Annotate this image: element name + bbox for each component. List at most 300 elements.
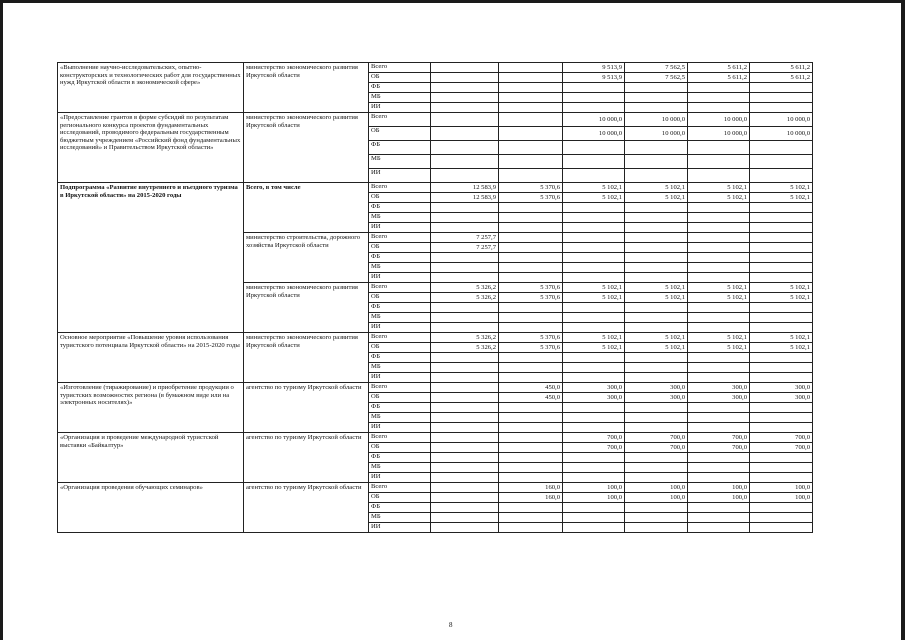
amount-cell xyxy=(563,373,625,383)
amount-cell xyxy=(499,113,563,127)
amount-cell xyxy=(431,413,499,423)
executor-cell: агентство по туризму Иркутской области xyxy=(244,383,369,433)
amount-cell: 5 370,6 xyxy=(499,193,563,203)
funding-source-cell: ФБ xyxy=(369,403,431,413)
amount-cell xyxy=(499,413,563,423)
funding-source-cell: Всего xyxy=(369,233,431,243)
amount-cell xyxy=(688,83,750,93)
amount-cell xyxy=(431,513,499,523)
amount-cell xyxy=(499,423,563,433)
amount-cell xyxy=(688,403,750,413)
amount-cell xyxy=(431,169,499,183)
amount-cell xyxy=(688,353,750,363)
amount-cell: 450,0 xyxy=(499,383,563,393)
amount-cell xyxy=(688,141,750,155)
amount-cell xyxy=(750,103,813,113)
amount-cell xyxy=(750,155,813,169)
amount-cell xyxy=(563,273,625,283)
amount-cell xyxy=(499,373,563,383)
amount-cell xyxy=(625,363,688,373)
amount-cell: 10 000,0 xyxy=(750,127,813,141)
amount-cell: 5 102,1 xyxy=(563,283,625,293)
funding-source-cell: ОБ xyxy=(369,243,431,253)
amount-cell: 300,0 xyxy=(750,393,813,403)
funding-source-cell: ОБ xyxy=(369,493,431,503)
amount-cell xyxy=(625,273,688,283)
amount-cell xyxy=(563,363,625,373)
amount-cell xyxy=(499,127,563,141)
funding-source-cell: МБ xyxy=(369,513,431,523)
amount-cell xyxy=(750,243,813,253)
amount-cell xyxy=(431,423,499,433)
amount-cell xyxy=(431,113,499,127)
amount-cell xyxy=(431,83,499,93)
funding-source-cell: ИИ xyxy=(369,423,431,433)
amount-cell xyxy=(563,243,625,253)
amount-cell xyxy=(563,503,625,513)
amount-cell xyxy=(625,473,688,483)
funding-source-cell: ОБ xyxy=(369,293,431,303)
funding-source-cell: МБ xyxy=(369,413,431,423)
amount-cell xyxy=(750,223,813,233)
amount-cell: 10 000,0 xyxy=(688,113,750,127)
funding-source-cell: ФБ xyxy=(369,303,431,313)
executor-cell: министерство экономического развития Иркутской области xyxy=(244,113,369,183)
amount-cell: 700,0 xyxy=(563,443,625,453)
amount-cell: 5 102,1 xyxy=(688,293,750,303)
amount-cell: 300,0 xyxy=(563,383,625,393)
amount-cell xyxy=(625,413,688,423)
amount-cell: 5 370,6 xyxy=(499,183,563,193)
amount-cell xyxy=(688,313,750,323)
amount-cell: 160,0 xyxy=(499,493,563,503)
funding-source-cell: Всего xyxy=(369,483,431,493)
amount-cell: 5 370,6 xyxy=(499,343,563,353)
funding-source-cell: МБ xyxy=(369,263,431,273)
amount-cell: 7 257,7 xyxy=(431,233,499,243)
amount-cell: 5 611,2 xyxy=(688,63,750,73)
amount-cell xyxy=(499,63,563,73)
amount-cell: 5 611,2 xyxy=(750,63,813,73)
measure-name-cell: «Предоставление грантов в форме субсидий по результатам регионального конкурса проектов фундаментальных исследований, проводимого федеральным государственным бюджетным учреждением «Российский фонд фундаментальных исследований» и Правительством Иркутской области» xyxy=(58,113,244,183)
amount-cell xyxy=(563,93,625,103)
funding-source-cell: ОБ xyxy=(369,393,431,403)
amount-cell: 9 513,9 xyxy=(563,63,625,73)
amount-cell: 5 611,2 xyxy=(750,73,813,83)
amount-cell xyxy=(431,73,499,83)
amount-cell xyxy=(688,453,750,463)
amount-cell xyxy=(625,373,688,383)
amount-cell xyxy=(499,141,563,155)
amount-cell xyxy=(431,323,499,333)
amount-cell xyxy=(625,503,688,513)
amount-cell xyxy=(431,213,499,223)
amount-cell xyxy=(431,473,499,483)
amount-cell xyxy=(625,263,688,273)
scan-edge-top xyxy=(0,0,905,3)
amount-cell: 7 257,7 xyxy=(431,243,499,253)
amount-cell xyxy=(750,423,813,433)
amount-cell xyxy=(750,169,813,183)
measure-name-cell: «Организация и проведение международной туристской выставки «Байкалтур» xyxy=(58,433,244,483)
amount-cell: 5 102,1 xyxy=(563,193,625,203)
funding-source-cell: ФБ xyxy=(369,353,431,363)
amount-cell: 100,0 xyxy=(750,493,813,503)
amount-cell: 700,0 xyxy=(750,443,813,453)
amount-cell xyxy=(625,155,688,169)
amount-cell: 5 102,1 xyxy=(625,343,688,353)
amount-cell: 300,0 xyxy=(625,383,688,393)
funding-source-cell: ИИ xyxy=(369,323,431,333)
amount-cell xyxy=(688,203,750,213)
amount-cell: 5 102,1 xyxy=(563,333,625,343)
amount-cell xyxy=(499,83,563,93)
amount-cell xyxy=(688,413,750,423)
amount-cell xyxy=(625,323,688,333)
amount-cell xyxy=(431,443,499,453)
amount-cell xyxy=(750,523,813,533)
amount-cell: 100,0 xyxy=(688,493,750,503)
amount-cell xyxy=(563,423,625,433)
funding-source-cell: ИИ xyxy=(369,373,431,383)
executor-cell: министерство экономического развития Иркутской области xyxy=(244,283,369,333)
amount-cell xyxy=(625,93,688,103)
amount-cell xyxy=(750,373,813,383)
amount-cell: 300,0 xyxy=(563,393,625,403)
amount-cell xyxy=(499,253,563,263)
amount-cell xyxy=(750,503,813,513)
amount-cell: 5 102,1 xyxy=(625,193,688,203)
amount-cell xyxy=(563,453,625,463)
amount-cell: 5 102,1 xyxy=(688,183,750,193)
amount-cell xyxy=(431,503,499,513)
amount-cell xyxy=(563,155,625,169)
amount-cell xyxy=(750,141,813,155)
measure-name-cell: Подпрограмма «Развитие внутреннего и въездного туризма в Иркутской области» на 2015-2020 годы xyxy=(58,183,244,333)
amount-cell xyxy=(688,263,750,273)
amount-cell xyxy=(563,141,625,155)
amount-cell: 12 583,9 xyxy=(431,193,499,203)
amount-cell xyxy=(499,463,563,473)
amount-cell xyxy=(431,393,499,403)
amount-cell xyxy=(688,223,750,233)
scan-edge-left xyxy=(0,0,3,640)
table-row xyxy=(58,183,813,193)
amount-cell xyxy=(499,353,563,363)
funding-source-cell: Всего xyxy=(369,333,431,343)
funding-source-cell: ОБ xyxy=(369,343,431,353)
amount-cell: 160,0 xyxy=(499,483,563,493)
amount-cell: 100,0 xyxy=(750,483,813,493)
funding-source-cell: ОБ xyxy=(369,127,431,141)
amount-cell: 700,0 xyxy=(625,443,688,453)
amount-cell xyxy=(499,93,563,103)
amount-cell xyxy=(688,303,750,313)
funding-source-cell: ФБ xyxy=(369,141,431,155)
amount-cell xyxy=(431,493,499,503)
amount-cell xyxy=(750,263,813,273)
amount-cell xyxy=(625,83,688,93)
table-row xyxy=(58,63,813,73)
amount-cell xyxy=(563,313,625,323)
amount-cell: 5 102,1 xyxy=(625,333,688,343)
funding-source-cell: ОБ xyxy=(369,443,431,453)
amount-cell xyxy=(563,83,625,93)
amount-cell xyxy=(431,363,499,373)
amount-cell xyxy=(750,303,813,313)
amount-cell: 300,0 xyxy=(688,383,750,393)
amount-cell xyxy=(563,213,625,223)
amount-cell: 700,0 xyxy=(625,433,688,443)
amount-cell xyxy=(499,169,563,183)
amount-cell xyxy=(563,413,625,423)
amount-cell xyxy=(431,141,499,155)
funding-source-cell: Всего xyxy=(369,433,431,443)
amount-cell: 5 102,1 xyxy=(625,183,688,193)
amount-cell xyxy=(750,513,813,523)
amount-cell xyxy=(688,473,750,483)
amount-cell: 5 102,1 xyxy=(750,343,813,353)
amount-cell: 5 326,2 xyxy=(431,283,499,293)
amount-cell: 10 000,0 xyxy=(750,113,813,127)
amount-cell xyxy=(563,103,625,113)
program-funding-table xyxy=(57,62,813,533)
funding-source-cell: МБ xyxy=(369,213,431,223)
amount-cell: 700,0 xyxy=(688,433,750,443)
amount-cell xyxy=(431,253,499,263)
amount-cell: 100,0 xyxy=(625,493,688,503)
amount-cell: 700,0 xyxy=(563,433,625,443)
amount-cell: 5 370,6 xyxy=(499,293,563,303)
amount-cell: 5 102,1 xyxy=(750,283,813,293)
amount-cell xyxy=(625,423,688,433)
amount-cell xyxy=(625,243,688,253)
table-row xyxy=(58,333,813,343)
amount-cell xyxy=(625,203,688,213)
amount-cell xyxy=(563,223,625,233)
amount-cell: 5 370,6 xyxy=(499,333,563,343)
amount-cell xyxy=(431,303,499,313)
amount-cell xyxy=(625,303,688,313)
amount-cell: 5 102,1 xyxy=(688,343,750,353)
amount-cell: 300,0 xyxy=(625,393,688,403)
amount-cell xyxy=(499,433,563,443)
amount-cell: 5 102,1 xyxy=(750,333,813,343)
amount-cell xyxy=(750,213,813,223)
amount-cell xyxy=(431,403,499,413)
amount-cell xyxy=(688,103,750,113)
amount-cell: 5 326,2 xyxy=(431,343,499,353)
amount-cell: 5 102,1 xyxy=(563,183,625,193)
amount-cell xyxy=(431,155,499,169)
amount-cell xyxy=(431,373,499,383)
amount-cell: 5 102,1 xyxy=(625,283,688,293)
amount-cell xyxy=(563,523,625,533)
amount-cell: 100,0 xyxy=(625,483,688,493)
amount-cell xyxy=(499,513,563,523)
amount-cell xyxy=(499,473,563,483)
funding-source-cell: ФБ xyxy=(369,203,431,213)
amount-cell xyxy=(499,443,563,453)
amount-cell xyxy=(431,273,499,283)
funding-source-cell: Всего xyxy=(369,383,431,393)
measure-name-cell: «Изготовление (тиражирование) и приобретение продукции о туристских возможностях региона (в бумажном виде или на электронных носителях)» xyxy=(58,383,244,433)
amount-cell xyxy=(563,303,625,313)
funding-source-cell: Всего xyxy=(369,183,431,193)
funding-source-cell: ОБ xyxy=(369,73,431,83)
amount-cell xyxy=(688,243,750,253)
amount-cell xyxy=(431,433,499,443)
amount-cell xyxy=(750,233,813,243)
amount-cell xyxy=(431,483,499,493)
amount-cell: 10 000,0 xyxy=(563,113,625,127)
amount-cell: 5 102,1 xyxy=(563,293,625,303)
amount-cell xyxy=(431,313,499,323)
funding-source-cell: МБ xyxy=(369,463,431,473)
amount-cell: 100,0 xyxy=(688,483,750,493)
amount-cell xyxy=(499,103,563,113)
funding-source-cell: МБ xyxy=(369,313,431,323)
amount-cell xyxy=(563,473,625,483)
table-row xyxy=(58,113,813,127)
amount-cell xyxy=(499,363,563,373)
amount-cell xyxy=(750,353,813,363)
amount-cell xyxy=(431,63,499,73)
amount-cell xyxy=(499,403,563,413)
funding-source-cell: Всего xyxy=(369,283,431,293)
amount-cell xyxy=(499,263,563,273)
amount-cell xyxy=(625,403,688,413)
amount-cell xyxy=(499,213,563,223)
funding-source-cell: ФБ xyxy=(369,453,431,463)
amount-cell: 300,0 xyxy=(688,393,750,403)
measure-name-cell: Основное мероприятие «Повышение уровня использования туристского потенциала Иркутской области» на 2015-2020 годы xyxy=(58,333,244,383)
amount-cell xyxy=(499,203,563,213)
amount-cell: 700,0 xyxy=(750,433,813,443)
amount-cell xyxy=(625,253,688,263)
amount-cell xyxy=(563,253,625,263)
amount-cell: 12 583,9 xyxy=(431,183,499,193)
funding-source-cell: МБ xyxy=(369,155,431,169)
amount-cell xyxy=(750,403,813,413)
executor-cell: агентство по туризму Иркутской области xyxy=(244,433,369,483)
amount-cell xyxy=(431,463,499,473)
amount-cell xyxy=(563,403,625,413)
amount-cell xyxy=(688,93,750,103)
executor-cell: министерство строительства, дорожного хозяйства Иркутской области xyxy=(244,233,369,283)
measure-name-cell: «Выполнение научно-исследовательских, опытно-конструкторских и технологических работ для государственных нужд Иркутской области в экономической сфере» xyxy=(58,63,244,113)
amount-cell: 9 513,9 xyxy=(563,73,625,83)
amount-cell: 450,0 xyxy=(499,393,563,403)
page-number: 8 xyxy=(449,621,453,629)
amount-cell: 700,0 xyxy=(688,443,750,453)
amount-cell xyxy=(431,103,499,113)
amount-cell xyxy=(499,233,563,243)
amount-cell xyxy=(431,263,499,273)
amount-cell xyxy=(750,463,813,473)
amount-cell xyxy=(688,213,750,223)
amount-cell xyxy=(431,523,499,533)
amount-cell xyxy=(688,253,750,263)
amount-cell xyxy=(563,353,625,363)
amount-cell xyxy=(563,323,625,333)
amount-cell xyxy=(688,463,750,473)
amount-cell xyxy=(625,523,688,533)
amount-cell xyxy=(499,273,563,283)
amount-cell: 5 102,1 xyxy=(688,283,750,293)
measure-name-cell: «Организация проведения обучающих семинаров» xyxy=(58,483,244,533)
table-row xyxy=(58,433,813,443)
amount-cell: 5 102,1 xyxy=(688,193,750,203)
amount-cell: 10 000,0 xyxy=(688,127,750,141)
funding-source-cell: МБ xyxy=(369,363,431,373)
amount-cell xyxy=(499,243,563,253)
amount-cell xyxy=(750,363,813,373)
amount-cell xyxy=(431,383,499,393)
amount-cell xyxy=(625,453,688,463)
amount-cell xyxy=(750,453,813,463)
amount-cell: 7 562,5 xyxy=(625,73,688,83)
amount-cell: 5 102,1 xyxy=(750,193,813,203)
amount-cell xyxy=(563,513,625,523)
funding-source-cell: ИИ xyxy=(369,223,431,233)
amount-cell: 100,0 xyxy=(563,483,625,493)
amount-cell: 7 562,5 xyxy=(625,63,688,73)
executor-cell: министерство экономического развития Иркутской области xyxy=(244,333,369,383)
table-row xyxy=(58,383,813,393)
amount-cell xyxy=(625,353,688,363)
amount-cell xyxy=(499,313,563,323)
funding-source-cell: ИИ xyxy=(369,273,431,283)
funding-source-cell: ФБ xyxy=(369,83,431,93)
amount-cell xyxy=(750,473,813,483)
amount-cell: 5 102,1 xyxy=(688,333,750,343)
executor-cell: министерство экономического развития Иркутской области xyxy=(244,63,369,113)
amount-cell: 5 326,2 xyxy=(431,293,499,303)
amount-cell xyxy=(625,103,688,113)
amount-cell xyxy=(688,373,750,383)
amount-cell xyxy=(750,313,813,323)
amount-cell xyxy=(688,363,750,373)
amount-cell xyxy=(499,323,563,333)
table-row xyxy=(58,483,813,493)
amount-cell xyxy=(431,453,499,463)
amount-cell xyxy=(750,93,813,103)
amount-cell xyxy=(625,513,688,523)
funding-source-cell: ИИ xyxy=(369,523,431,533)
executor-cell: агентство по туризму Иркутской области xyxy=(244,483,369,533)
amount-cell xyxy=(750,253,813,263)
amount-cell xyxy=(688,523,750,533)
amount-cell xyxy=(688,423,750,433)
scan-edge-right xyxy=(901,0,905,640)
amount-cell xyxy=(625,213,688,223)
amount-cell xyxy=(563,233,625,243)
amount-cell: 5 370,6 xyxy=(499,283,563,293)
amount-cell: 5 102,1 xyxy=(563,343,625,353)
amount-cell: 10 000,0 xyxy=(563,127,625,141)
funding-source-cell: ФБ xyxy=(369,503,431,513)
amount-cell xyxy=(431,223,499,233)
funding-source-cell: Всего xyxy=(369,113,431,127)
funding-source-cell: ИИ xyxy=(369,473,431,483)
amount-cell xyxy=(625,463,688,473)
amount-cell: 10 000,0 xyxy=(625,113,688,127)
amount-cell xyxy=(750,413,813,423)
amount-cell xyxy=(750,273,813,283)
amount-cell xyxy=(625,223,688,233)
amount-cell xyxy=(563,263,625,273)
